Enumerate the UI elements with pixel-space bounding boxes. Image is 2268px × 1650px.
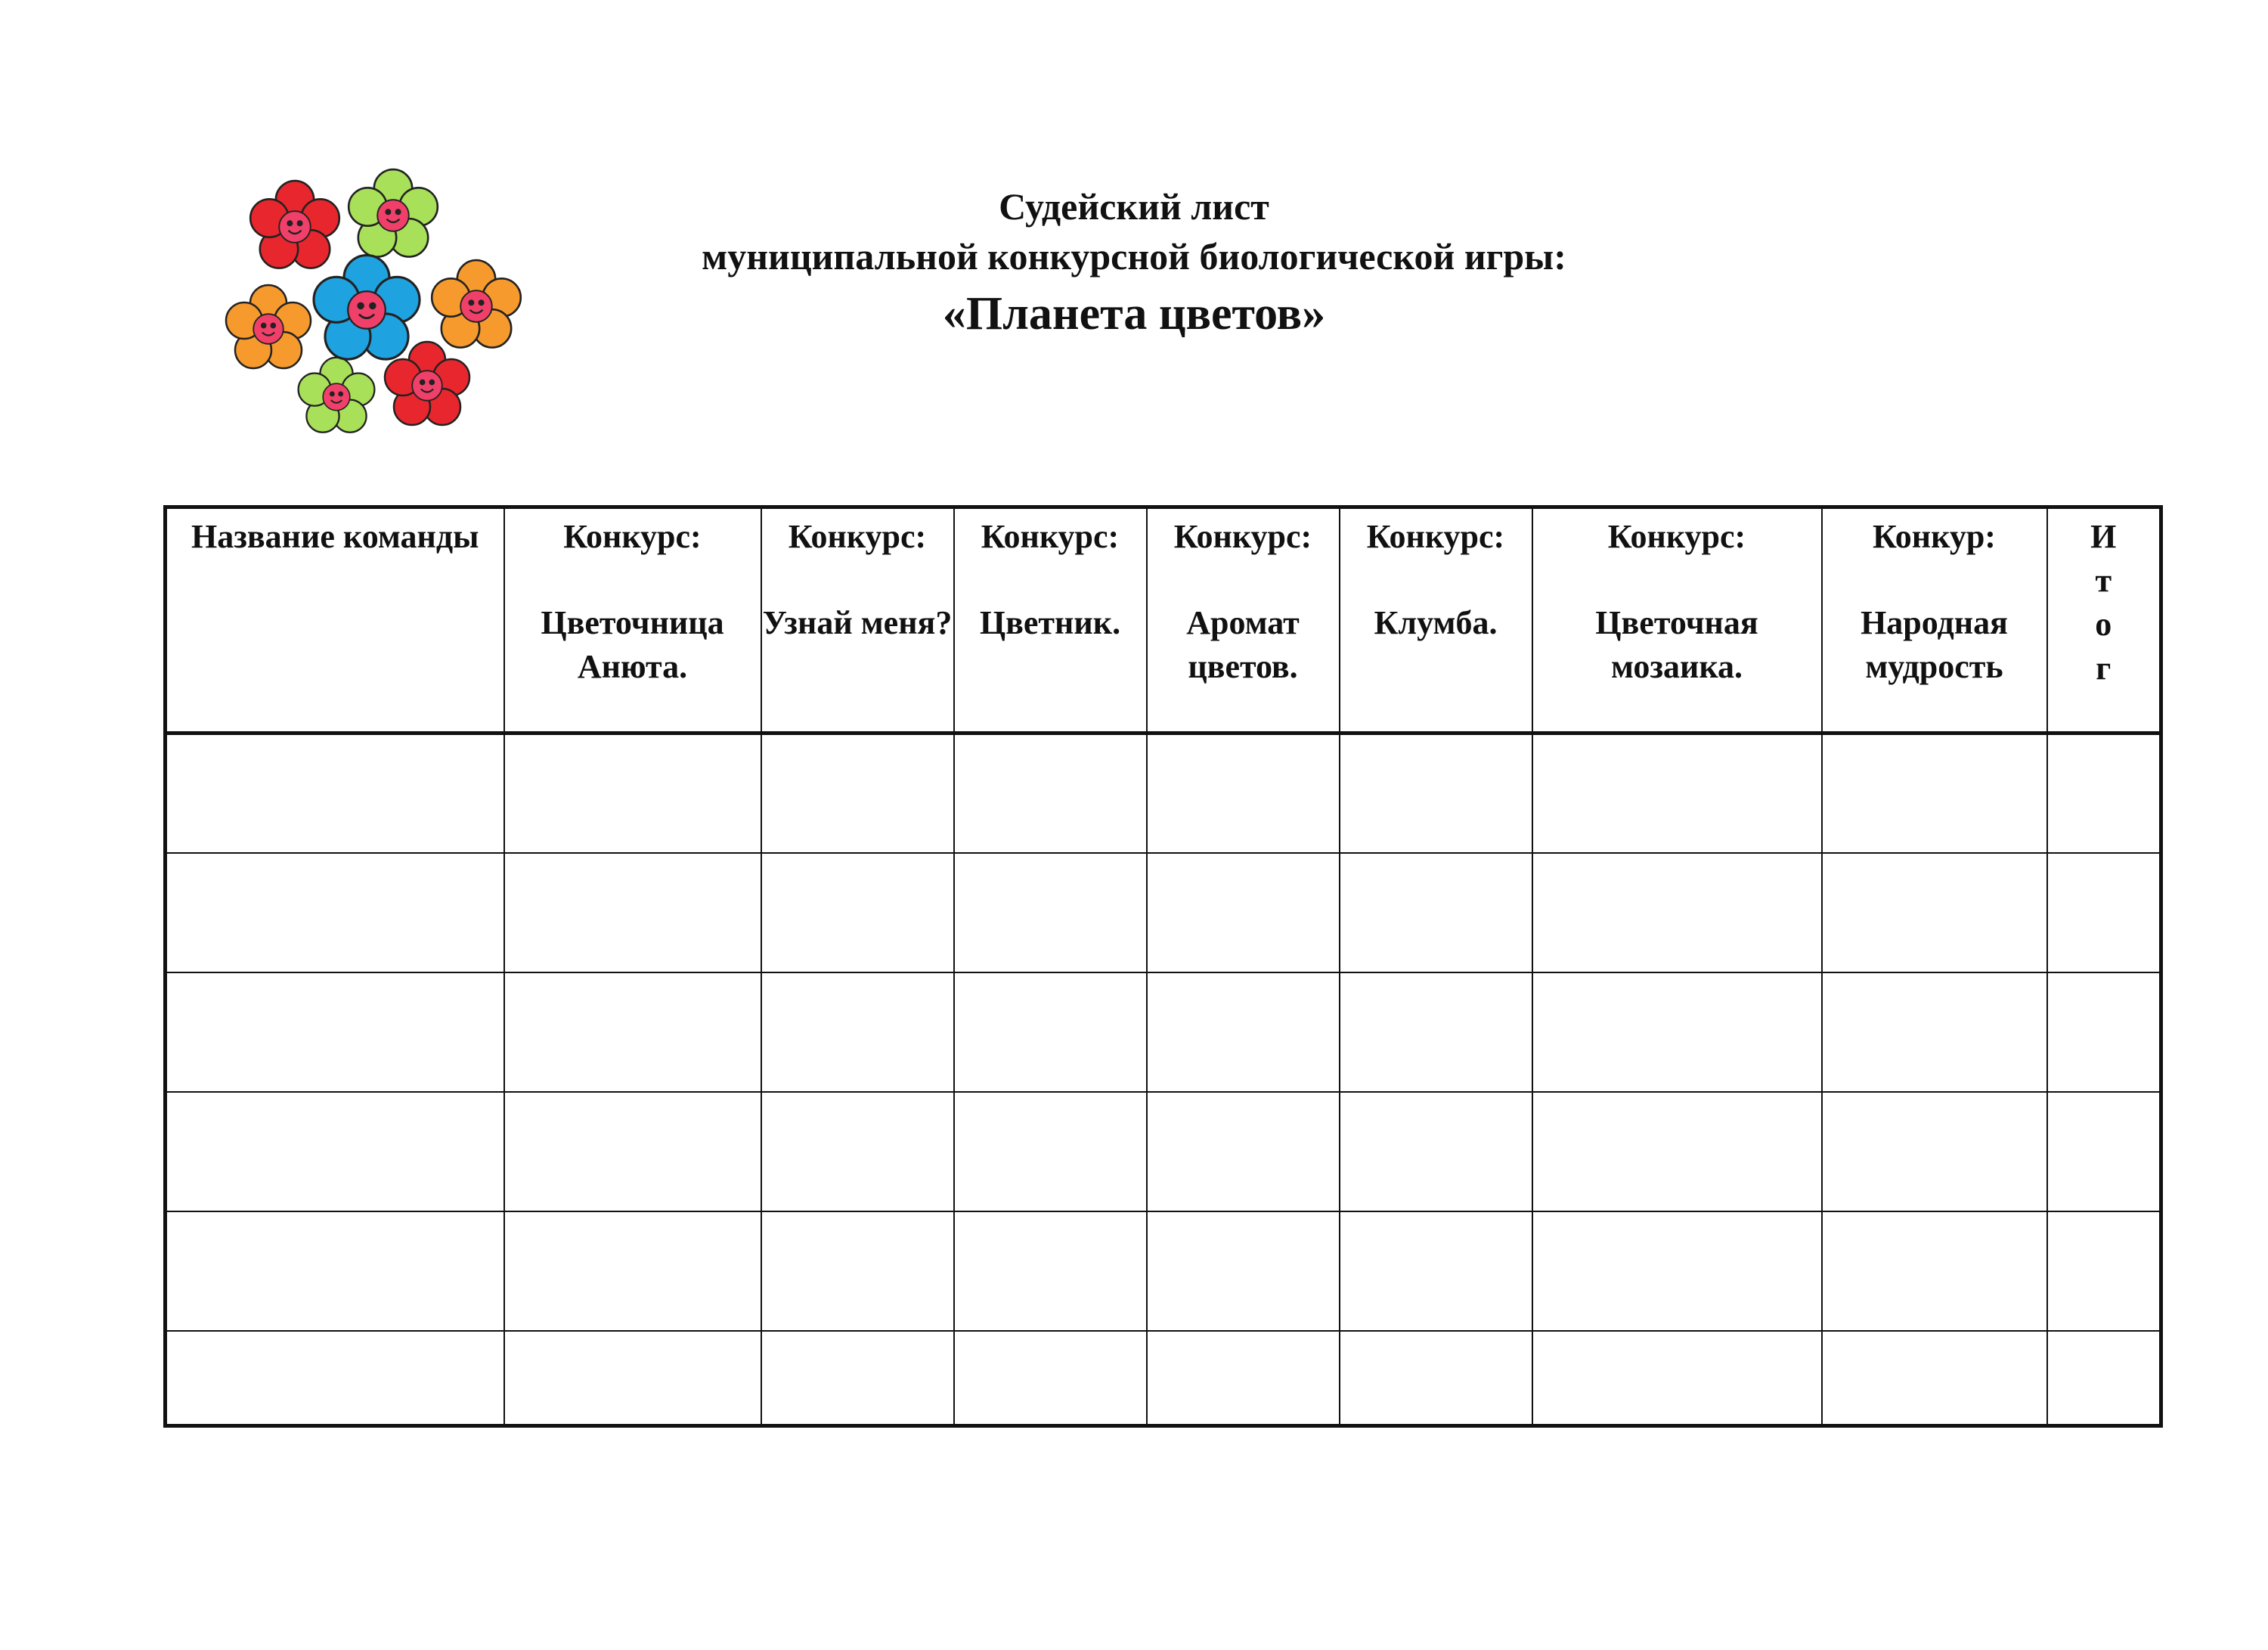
header-contest-name: Цветочница Анюта. [541,604,724,685]
score-cell[interactable] [504,972,761,1092]
total-cell[interactable] [2047,734,2161,853]
total-cell[interactable] [2047,1092,2161,1211]
score-cell[interactable] [504,853,761,972]
header-contest-4 [1147,507,1340,734]
score-cell[interactable] [1340,972,1532,1092]
header-contest-name: Народная мудрость [1861,604,2008,685]
score-cell[interactable] [1532,1211,1822,1331]
score-cell[interactable] [1822,1092,2047,1211]
score-cell[interactable] [1340,1092,1532,1211]
score-cell[interactable] [1147,1331,1340,1426]
score-cell[interactable] [1147,972,1340,1092]
score-cell[interactable] [1822,972,2047,1092]
score-cell[interactable] [1532,972,1822,1092]
total-cell[interactable] [2047,1331,2161,1426]
team-name-cell[interactable] [166,972,504,1092]
score-cell[interactable] [1147,1092,1340,1211]
title-line-3: «Планета цветов» [942,288,1326,340]
header-contest-3 [954,507,1147,734]
table-row [166,1211,2161,1331]
total-cell[interactable] [2047,972,2161,1092]
score-cell[interactable] [954,853,1147,972]
score-cell[interactable] [1532,853,1822,972]
score-cell[interactable] [761,972,954,1092]
header-contest-name: Цветник. [979,604,1121,641]
header-contest-name: Цветочная мозаика. [1595,604,1758,685]
header-total [2047,507,2161,734]
score-cell[interactable] [761,1331,954,1426]
table-row [166,734,2161,853]
score-cell[interactable] [1340,853,1532,972]
score-cell[interactable] [1822,853,2047,972]
score-cell[interactable] [504,1092,761,1211]
score-cell[interactable] [1822,1211,2047,1331]
team-name-cell[interactable] [166,734,504,853]
header-label: Конкурс: [788,518,927,555]
header-label: Конкурс: [981,518,1120,555]
score-cell[interactable] [504,734,761,853]
header-team-name [166,507,504,734]
score-cell[interactable] [1147,853,1340,972]
score-cell[interactable] [954,1331,1147,1426]
score-cell[interactable] [954,1092,1147,1211]
header-label: Название команды [191,518,479,555]
header-label: Конкур: [1873,518,1996,555]
smiling-flowers-bouquet-icon [212,159,544,446]
header-label: Конкурс: [1607,518,1746,555]
header-contest-name: Аромат цветов. [1186,604,1300,685]
score-cell[interactable] [1532,1092,1822,1211]
score-cell[interactable] [954,734,1147,853]
score-cell[interactable] [1340,734,1532,853]
score-cell[interactable] [504,1331,761,1426]
total-cell[interactable] [2047,1211,2161,1331]
header-row [166,507,2161,734]
score-cell[interactable] [1147,734,1340,853]
header-contest-2 [761,507,954,734]
score-cell[interactable] [1822,734,2047,853]
score-cell[interactable] [1532,734,1822,853]
table-row [166,1331,2161,1426]
score-cell[interactable] [954,1211,1147,1331]
header-label: Конкурс: [1366,518,1505,555]
header-total-label: Итог [2090,518,2117,687]
table-row [166,853,2161,972]
header-label: Конкурс: [1173,518,1312,555]
title-line-2: муниципальной конкурсной биологической игры: [702,235,1566,278]
team-name-cell[interactable] [166,1331,504,1426]
header-contest-name: Узнай меня? [762,604,953,641]
team-name-cell[interactable] [166,853,504,972]
header-contest-6 [1532,507,1822,734]
header-contest-7 [1822,507,2047,734]
score-cell[interactable] [1340,1211,1532,1331]
score-cell[interactable] [504,1211,761,1331]
score-cell[interactable] [761,734,954,853]
score-cell[interactable] [954,972,1147,1092]
document-title [529,181,1739,346]
team-name-cell[interactable] [166,1092,504,1211]
score-cell[interactable] [1822,1331,2047,1426]
score-cell[interactable] [761,1092,954,1211]
header-label: Конкурс: [563,518,702,555]
table-row [166,972,2161,1092]
header-contest-1 [504,507,761,734]
title-line-1: Судейский лист [999,185,1269,228]
score-cell[interactable] [761,1211,954,1331]
score-cell[interactable] [1340,1331,1532,1426]
judging-table [163,505,2163,1428]
score-cell[interactable] [761,853,954,972]
score-cell[interactable] [1147,1211,1340,1331]
team-name-cell[interactable] [166,1211,504,1331]
header-contest-name: Клумба. [1374,604,1498,641]
score-cell[interactable] [1532,1331,1822,1426]
header-contest-5 [1340,507,1532,734]
total-cell[interactable] [2047,853,2161,972]
table-row [166,1092,2161,1211]
